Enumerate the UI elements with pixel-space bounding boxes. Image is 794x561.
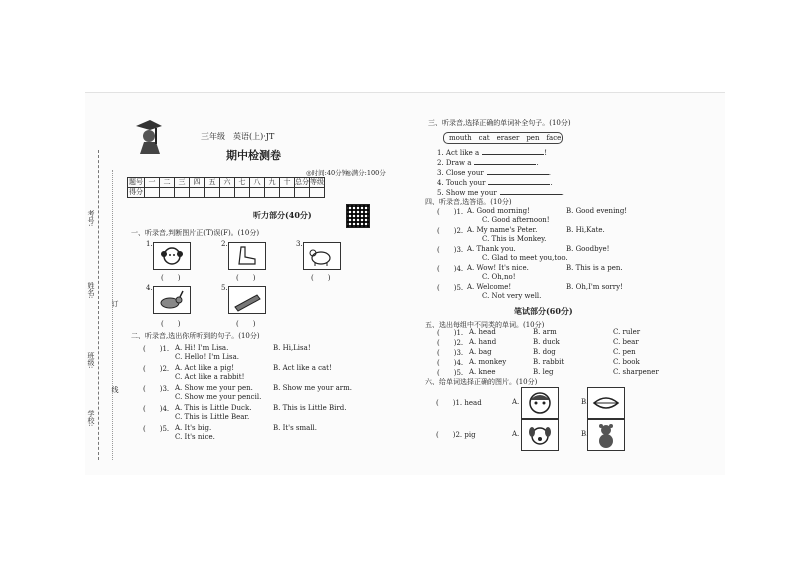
time-label: ◎时间:40分钟 xyxy=(306,169,349,177)
option-c: C. Hello! I'm Lisa. xyxy=(175,353,239,361)
question-number[interactable]: ( )1. xyxy=(143,345,170,353)
question-number[interactable]: ( )2. xyxy=(143,365,170,373)
monkey-picture-icon xyxy=(153,242,191,270)
option-a: A. Thank you. xyxy=(467,245,516,253)
student-logo-icon xyxy=(132,116,166,156)
option-b-label: B. xyxy=(581,398,589,406)
option-a: A. Show me your pen. xyxy=(175,384,253,392)
question-number[interactable]: ( )4. xyxy=(143,405,170,413)
score-input-cell[interactable] xyxy=(265,188,280,198)
item-number: 4. xyxy=(146,284,153,292)
option-b: B. Hi,Kate. xyxy=(566,226,605,234)
score-cell: 总分 xyxy=(295,178,309,186)
option-c: C. pen xyxy=(613,348,636,356)
option-b: B. It's small. xyxy=(273,424,318,432)
fill-sentence xyxy=(437,148,547,157)
option-a: A. Welcome! xyxy=(467,283,512,291)
score-table-score-row xyxy=(128,188,325,198)
score-input-cell[interactable] xyxy=(250,188,265,198)
question-2: ( )2. pig xyxy=(436,431,476,439)
option-c: C. bear xyxy=(613,338,639,346)
sentence-end: . xyxy=(536,159,539,167)
score-input-cell[interactable] xyxy=(220,188,235,198)
option-a: A. Act like a pig! xyxy=(175,364,235,372)
word-bank xyxy=(443,132,563,144)
dog-picture-icon xyxy=(303,242,341,270)
option-a: A. monkey xyxy=(469,358,507,366)
answer-blank[interactable] xyxy=(500,188,562,195)
score-input-cell[interactable] xyxy=(145,188,160,198)
item-number: 5. xyxy=(221,284,228,292)
sentence-text: 4. Touch your xyxy=(437,179,486,187)
question-number[interactable]: ( )4. xyxy=(437,265,464,273)
option-a: A. hand xyxy=(469,338,497,346)
score-cell: 七 xyxy=(235,178,250,188)
answer-blank[interactable] xyxy=(487,168,549,175)
question-number[interactable]: ( )3. xyxy=(437,246,464,254)
section5-title: 五、选出每组中不同类的单词。(10分) xyxy=(425,321,545,329)
question-number[interactable]: ( )2. xyxy=(437,227,464,235)
sentence-end: . xyxy=(548,169,551,177)
option-b: B. leg xyxy=(533,368,554,376)
word-bank-words: mouth cat eraser pen face xyxy=(449,134,562,142)
option-c: C. Oh,no! xyxy=(482,273,516,281)
option-b: B. This is a pen. xyxy=(566,264,623,272)
sentence-text: 2. Draw a xyxy=(437,159,472,167)
fill-sentence xyxy=(437,168,551,177)
score-cell: 四 xyxy=(190,178,205,188)
section3-title: 三、听录音,选择正确的单词补全句子。(10分) xyxy=(428,119,571,127)
score-input-cell[interactable] xyxy=(175,188,190,198)
fill-sentence xyxy=(437,158,539,167)
option-c: C. ruler xyxy=(613,328,641,336)
face-picture-icon[interactable] xyxy=(521,387,559,419)
option-b: B. duck xyxy=(533,338,560,346)
item-number: 2. xyxy=(221,240,228,248)
answer-blank[interactable] xyxy=(488,178,553,187)
option-a: A. Good morning! xyxy=(467,207,530,215)
score-table-header-row xyxy=(128,178,325,188)
option-c: C. It's nice. xyxy=(175,433,215,441)
written-title: 笔试部分(60分) xyxy=(514,306,573,316)
item-number: 1. xyxy=(146,240,153,248)
sentence-text: 1. Act like a xyxy=(437,149,480,157)
option-b: B. Good evening! xyxy=(566,207,628,215)
score-cell: 八 xyxy=(250,178,265,188)
option-a: A. knee xyxy=(469,368,496,376)
score-cell: 五 xyxy=(205,178,220,188)
answer-blank[interactable]: ( ) xyxy=(161,320,181,328)
score-input-cell[interactable] xyxy=(205,188,220,198)
exam-number-label: 考号: xyxy=(87,210,95,227)
score-table xyxy=(127,177,325,198)
boot-picture-icon xyxy=(228,242,266,270)
question-number[interactable]: ( )5. xyxy=(437,369,464,377)
score-input-cell[interactable] xyxy=(235,188,250,198)
score-cell: 题号 xyxy=(129,178,143,186)
option-c: C. Not very well. xyxy=(482,292,542,300)
option-a: A. My name's Peter. xyxy=(467,226,538,234)
option-b: B. dog xyxy=(533,348,556,356)
answer-blank[interactable] xyxy=(482,148,544,155)
qr-code-icon xyxy=(346,204,370,228)
section4-title: 四、听录音,选答语。(10分) xyxy=(425,198,512,206)
option-a-label: A. xyxy=(512,398,520,406)
option-c: C. sharpener xyxy=(613,368,659,376)
sentence-end: ! xyxy=(544,149,548,157)
name-label: 姓名: xyxy=(87,282,95,299)
answer-blank[interactable] xyxy=(474,158,539,167)
answer-blank[interactable]: ( ) xyxy=(161,274,181,282)
question-number[interactable]: ( )2. xyxy=(437,339,464,347)
option-a: A. bag xyxy=(469,348,492,356)
option-a: A. It's big. xyxy=(175,424,212,432)
option-c: C. Good afternoon! xyxy=(482,216,550,224)
score-cell: 二 xyxy=(160,178,175,188)
score-input-cell[interactable] xyxy=(280,188,295,198)
option-b: B. Hi,Lisa! xyxy=(273,344,311,352)
question-number[interactable]: ( )5. xyxy=(143,425,170,433)
score-cell: 十 xyxy=(280,178,295,188)
option-a: A. Wow! It's nice. xyxy=(467,264,529,272)
option-a: A. This is Little Duck. xyxy=(175,404,252,412)
score-input-cell[interactable] xyxy=(160,188,175,198)
dog-head-picture-icon[interactable] xyxy=(521,419,559,451)
full-score-label: ◎满分:100分 xyxy=(346,169,386,177)
class-label: 班级: xyxy=(87,352,95,369)
sentence-end: . xyxy=(561,189,564,197)
teddy-bear-picture-icon[interactable] xyxy=(587,419,625,451)
item-number: 3. xyxy=(296,240,303,248)
sentence-end: . xyxy=(550,179,553,187)
option-c: C. This is Little Bear. xyxy=(175,413,250,421)
score-cell: 三 xyxy=(175,178,190,188)
listening-title: 听力部分(40分) xyxy=(253,210,312,220)
question-number[interactable]: ( )1. xyxy=(437,208,464,216)
answer-blank[interactable]: ( ) xyxy=(236,320,256,328)
rabbit-picture-icon xyxy=(153,286,191,314)
score-cell: 九 xyxy=(265,178,280,188)
score-input-cell[interactable] xyxy=(310,188,325,198)
option-a: A. Hi! I'm Lisa. xyxy=(175,344,229,352)
section6-title: 六、给单词选择正确的图片。(10分) xyxy=(425,378,538,386)
option-b: B. Show me your arm. xyxy=(273,384,352,392)
option-b: B. rabbit xyxy=(533,358,565,366)
question-number[interactable]: ( )1. xyxy=(437,329,464,337)
option-b: B. Goodbye! xyxy=(566,245,610,253)
option-b: B. Act like a cat! xyxy=(273,364,332,372)
question-number[interactable]: ( )5. xyxy=(437,284,464,292)
binding-line xyxy=(98,150,99,460)
section2-title: 二、听录音,选出你所听到的句子。(10分) xyxy=(131,332,260,340)
option-c: C. Show me your pencil. xyxy=(175,393,262,401)
option-c: C. book xyxy=(613,358,640,366)
option-b: B. Oh,I'm sorry! xyxy=(566,283,623,291)
exam-title: 期中检测卷 xyxy=(226,149,281,162)
score-input-cell[interactable] xyxy=(190,188,205,198)
option-c: C. This is Monkey. xyxy=(482,235,547,243)
question-number[interactable]: ( )4. xyxy=(437,359,464,367)
grade-subject: 三年级 英语(上)·JT xyxy=(201,132,275,141)
option-a: A. head xyxy=(469,328,496,336)
question-1: ( )1. head xyxy=(436,399,482,407)
option-c: C. Act like a rabbit! xyxy=(175,373,245,381)
school-label: 学校: xyxy=(87,410,95,427)
question-number[interactable]: ( )3. xyxy=(437,349,464,357)
sentence-text: 3. Close your xyxy=(437,169,484,177)
option-c: C. Glad to meet you,too. xyxy=(482,254,568,262)
fill-sentence xyxy=(437,178,553,187)
option-b: B. arm xyxy=(533,328,557,336)
option-b: B. This is Little Bird. xyxy=(273,404,347,412)
ruler-picture-icon xyxy=(228,286,266,314)
fill-sentence xyxy=(437,188,564,197)
section1-title: 一、听录音,判断图片正(T)误(F)。(10分) xyxy=(131,229,260,237)
answer-blank[interactable]: ( ) xyxy=(236,274,256,282)
sentence-text: 5. Show me your xyxy=(437,189,497,197)
option-a-label: A. xyxy=(512,430,520,438)
score-cell: 六 xyxy=(220,178,235,188)
score-cell: 一 xyxy=(145,178,160,188)
binding-dotted-line xyxy=(112,170,113,460)
score-cell: 得分 xyxy=(129,188,143,196)
mouth-picture-icon[interactable] xyxy=(587,387,625,419)
option-b-label: B. xyxy=(581,430,589,438)
cut-mark-xian: 线 xyxy=(111,386,119,393)
answer-blank[interactable]: ( ) xyxy=(311,274,331,282)
score-cell: 等级 xyxy=(310,178,324,186)
cut-mark-ding: 订 xyxy=(111,300,119,307)
score-input-cell[interactable] xyxy=(295,188,310,198)
question-number[interactable]: ( )3. xyxy=(143,385,170,393)
